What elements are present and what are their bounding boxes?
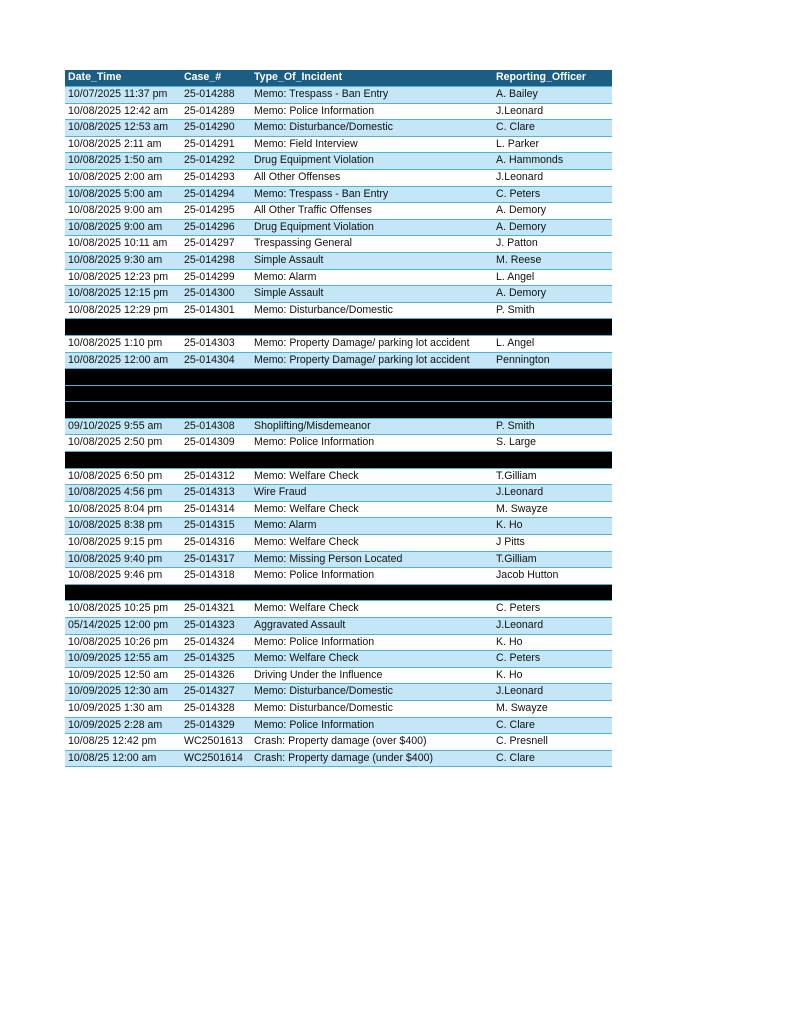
date-time-cell: 10/08/2025 8:04 pm [65,501,181,518]
incident-type-cell: Aggravated Assault [251,618,493,635]
incident-type-cell: Memo: Disturbance/Domestic [251,684,493,701]
incident-type-cell: Memo: Field Interview [251,136,493,153]
table-row [65,169,612,186]
case-number-cell: 25-014326 [181,667,251,684]
incident-type-cell: Memo: Welfare Check [251,601,493,618]
date-time-cell: 10/08/2025 10:26 pm [65,634,181,651]
redacted-row [65,584,612,601]
redacted-row [65,385,612,402]
reporting-officer-cell: K. Ho [493,634,612,651]
case-number-cell: 25-014317 [181,551,251,568]
table-row [65,418,612,435]
case-number-cell: 25-014293 [181,169,251,186]
table-row [65,485,612,502]
date-time-cell: 10/08/2025 1:50 am [65,153,181,170]
case-number-cell: 25-014327 [181,684,251,701]
case-number-cell: 25-014328 [181,700,251,717]
redacted-cell [251,402,493,419]
redacted-cell [181,452,251,469]
table-row [65,219,612,236]
incident-type-cell: Drug Equipment Violation [251,153,493,170]
date-time-cell: 10/08/2025 9:00 am [65,203,181,220]
incident-type-cell: Memo: Welfare Check [251,501,493,518]
incident-type-cell: Memo: Police Information [251,717,493,734]
case-number-cell: 25-014329 [181,717,251,734]
incident-type-cell: Simple Assault [251,252,493,269]
table-row [65,634,612,651]
case-number-cell: 25-014296 [181,219,251,236]
reporting-officer-cell: T.Gilliam [493,551,612,568]
date-time-cell: 10/08/2025 2:11 am [65,136,181,153]
date-time-cell: 10/09/2025 1:30 am [65,700,181,717]
table-row [65,153,612,170]
case-number-cell: 25-014298 [181,252,251,269]
reporting-officer-cell: J.Leonard [493,103,612,120]
date-time-cell: 10/09/2025 12:55 am [65,651,181,668]
date-time-cell: 10/08/2025 12:23 pm [65,269,181,286]
case-number-cell: 25-014312 [181,468,251,485]
case-number-cell: 25-014316 [181,535,251,552]
reporting-officer-cell: L. Angel [493,269,612,286]
date-time-cell: 10/07/2025 11:37 pm [65,87,181,104]
date-time-cell: 10/08/2025 9:30 am [65,252,181,269]
redacted-cell [65,452,181,469]
date-time-cell: 10/09/2025 12:50 am [65,667,181,684]
date-time-cell: 10/08/2025 6:50 pm [65,468,181,485]
reporting-officer-cell: C. Peters [493,651,612,668]
reporting-officer-cell: M. Swayze [493,501,612,518]
incident-type-cell: Simple Assault [251,286,493,303]
redacted-cell [493,319,612,336]
table-row [65,103,612,120]
case-number-cell: WC2501614 [181,750,251,767]
date-time-cell: 10/08/2025 8:38 pm [65,518,181,535]
case-number-cell: 25-014318 [181,568,251,585]
date-time-cell: 10/08/2025 10:11 am [65,236,181,253]
reporting-officer-cell: T.Gilliam [493,468,612,485]
case-number-cell: 25-014288 [181,87,251,104]
table-row [65,435,612,452]
date-time-cell: 10/08/2025 9:00 am [65,219,181,236]
incident-type-cell: Memo: Alarm [251,518,493,535]
reporting-officer-cell: A. Demory [493,219,612,236]
table-body [65,87,612,767]
table-row [65,501,612,518]
incident-type-cell: Memo: Property Damage/ parking lot accident [251,352,493,369]
table-row [65,750,612,767]
redacted-cell [181,385,251,402]
date-time-cell: 10/09/2025 2:28 am [65,717,181,734]
incident-type-cell: Drug Equipment Violation [251,219,493,236]
table-row [65,468,612,485]
date-time-cell: 10/08/2025 1:10 pm [65,335,181,352]
incident-type-cell: Memo: Disturbance/Domestic [251,120,493,137]
table-row [65,352,612,369]
date-time-cell: 10/08/2025 12:15 pm [65,286,181,303]
reporting-officer-cell: K. Ho [493,518,612,535]
reporting-officer-cell: L. Angel [493,335,612,352]
incident-type-cell: Memo: Missing Person Located [251,551,493,568]
redacted-row [65,402,612,419]
incident-type-cell: Memo: Police Information [251,568,493,585]
header-type-of-incident: Type_Of_Incident [251,70,493,87]
case-number-cell: 25-014289 [181,103,251,120]
incident-type-cell: All Other Offenses [251,169,493,186]
table-row [65,601,612,618]
redacted-cell [65,402,181,419]
case-number-cell: 25-014301 [181,302,251,319]
case-number-cell: 25-014324 [181,634,251,651]
incident-type-cell: Crash: Property damage (under $400) [251,750,493,767]
date-time-cell: 10/08/2025 9:46 pm [65,568,181,585]
incident-type-cell: Memo: Welfare Check [251,468,493,485]
table-row [65,518,612,535]
incident-type-cell: Shoplifting/Misdemeanor [251,418,493,435]
reporting-officer-cell: L. Parker [493,136,612,153]
table-row [65,87,612,104]
case-number-cell: 25-014313 [181,485,251,502]
header-case-number: Case_# [181,70,251,87]
redacted-cell [181,402,251,419]
date-time-cell: 10/08/2025 10:25 pm [65,601,181,618]
table-row [65,551,612,568]
incident-type-cell: Memo: Police Information [251,435,493,452]
case-number-cell: 25-014290 [181,120,251,137]
date-time-cell: 10/08/2025 12:42 am [65,103,181,120]
redacted-cell [251,319,493,336]
incident-type-cell: All Other Traffic Offenses [251,203,493,220]
reporting-officer-cell: P. Smith [493,302,612,319]
reporting-officer-cell: C. Clare [493,120,612,137]
reporting-officer-cell: A. Demory [493,203,612,220]
table-row [65,120,612,137]
incident-type-cell: Memo: Welfare Check [251,535,493,552]
redacted-cell [65,369,181,386]
reporting-officer-cell: P. Smith [493,418,612,435]
reporting-officer-cell: J. Patton [493,236,612,253]
date-time-cell: 10/08/2025 9:40 pm [65,551,181,568]
table-row [65,203,612,220]
incident-type-cell: Memo: Property Damage/ parking lot accident [251,335,493,352]
case-number-cell: 25-014295 [181,203,251,220]
redacted-cell [251,584,493,601]
table-row [65,700,612,717]
table-row [65,535,612,552]
redacted-row [65,369,612,386]
date-time-cell: 05/14/2025 12:00 pm [65,618,181,635]
case-number-cell: 25-014292 [181,153,251,170]
redacted-cell [65,319,181,336]
redacted-cell [65,584,181,601]
reporting-officer-cell: J Pitts [493,535,612,552]
table-row [65,734,612,751]
redacted-cell [251,385,493,402]
table-row [65,286,612,303]
redacted-cell [251,452,493,469]
date-time-cell: 10/08/2025 9:15 pm [65,535,181,552]
redacted-cell [493,584,612,601]
reporting-officer-cell: J.Leonard [493,618,612,635]
date-time-cell: 10/08/2025 4:56 pm [65,485,181,502]
reporting-officer-cell: C. Presnell [493,734,612,751]
case-number-cell: WC2501613 [181,734,251,751]
reporting-officer-cell: A. Bailey [493,87,612,104]
redacted-cell [181,584,251,601]
case-number-cell: 25-014303 [181,335,251,352]
reporting-officer-cell: C. Clare [493,717,612,734]
redacted-cell [251,369,493,386]
table-row [65,684,612,701]
case-number-cell: 25-014321 [181,601,251,618]
header-row [65,70,612,87]
table-row [65,717,612,734]
date-time-cell: 10/08/2025 12:00 am [65,352,181,369]
table-row [65,568,612,585]
incident-type-cell: Crash: Property damage (over $400) [251,734,493,751]
redacted-cell [493,385,612,402]
reporting-officer-cell: K. Ho [493,667,612,684]
reporting-officer-cell: M. Swayze [493,700,612,717]
case-number-cell: 25-014297 [181,236,251,253]
case-number-cell: 25-014314 [181,501,251,518]
case-number-cell: 25-014315 [181,518,251,535]
incident-type-cell: Wire Fraud [251,485,493,502]
table-row [65,136,612,153]
incident-type-cell: Memo: Trespass - Ban Entry [251,186,493,203]
reporting-officer-cell: Jacob Hutton [493,568,612,585]
table-row [65,302,612,319]
reporting-officer-cell: C. Peters [493,186,612,203]
case-number-cell: 25-014299 [181,269,251,286]
reporting-officer-cell: A. Demory [493,286,612,303]
reporting-officer-cell: C. Clare [493,750,612,767]
date-time-cell: 10/08/2025 5:00 am [65,186,181,203]
redacted-cell [493,402,612,419]
date-time-cell: 09/10/2025 9:55 am [65,418,181,435]
reporting-officer-cell: J.Leonard [493,684,612,701]
case-number-cell: 25-014300 [181,286,251,303]
redacted-row [65,452,612,469]
date-time-cell: 10/08/2025 2:00 am [65,169,181,186]
date-time-cell: 10/08/2025 12:29 pm [65,302,181,319]
case-number-cell: 25-014325 [181,651,251,668]
redacted-row [65,319,612,336]
table-row [65,252,612,269]
reporting-officer-cell: J.Leonard [493,485,612,502]
case-number-cell: 25-014323 [181,618,251,635]
header-date-time: Date_Time [65,70,181,87]
table-row [65,269,612,286]
incident-type-cell: Memo: Trespass - Ban Entry [251,87,493,104]
header-reporting-officer: Reporting_Officer [493,70,612,87]
table-row [65,618,612,635]
incident-type-cell: Trespassing General [251,236,493,253]
case-number-cell: 25-014291 [181,136,251,153]
incident-type-cell: Driving Under the Influence [251,667,493,684]
reporting-officer-cell: J.Leonard [493,169,612,186]
case-number-cell: 25-014294 [181,186,251,203]
table-row [65,335,612,352]
date-time-cell: 10/08/25 12:00 am [65,750,181,767]
redacted-cell [181,319,251,336]
table-row [65,186,612,203]
table-row [65,667,612,684]
reporting-officer-cell: S. Large [493,435,612,452]
reporting-officer-cell: M. Reese [493,252,612,269]
reporting-officer-cell: Pennington [493,352,612,369]
reporting-officer-cell: A. Hammonds [493,153,612,170]
table-row [65,651,612,668]
date-time-cell: 10/09/2025 12:30 am [65,684,181,701]
redacted-cell [181,369,251,386]
incident-type-cell: Memo: Welfare Check [251,651,493,668]
table-row [65,236,612,253]
date-time-cell: 10/08/2025 2:50 pm [65,435,181,452]
redacted-cell [493,452,612,469]
redacted-cell [493,369,612,386]
incident-type-cell: Memo: Disturbance/Domestic [251,302,493,319]
incident-type-cell: Memo: Police Information [251,634,493,651]
incident-type-cell: Memo: Disturbance/Domestic [251,700,493,717]
redacted-cell [65,385,181,402]
incident-type-cell: Memo: Alarm [251,269,493,286]
case-number-cell: 25-014309 [181,435,251,452]
case-number-cell: 25-014308 [181,418,251,435]
date-time-cell: 10/08/2025 12:53 am [65,120,181,137]
incident-type-cell: Memo: Police Information [251,103,493,120]
case-number-cell: 25-014304 [181,352,251,369]
incident-log-table [65,70,612,767]
reporting-officer-cell: C. Peters [493,601,612,618]
date-time-cell: 10/08/25 12:42 pm [65,734,181,751]
